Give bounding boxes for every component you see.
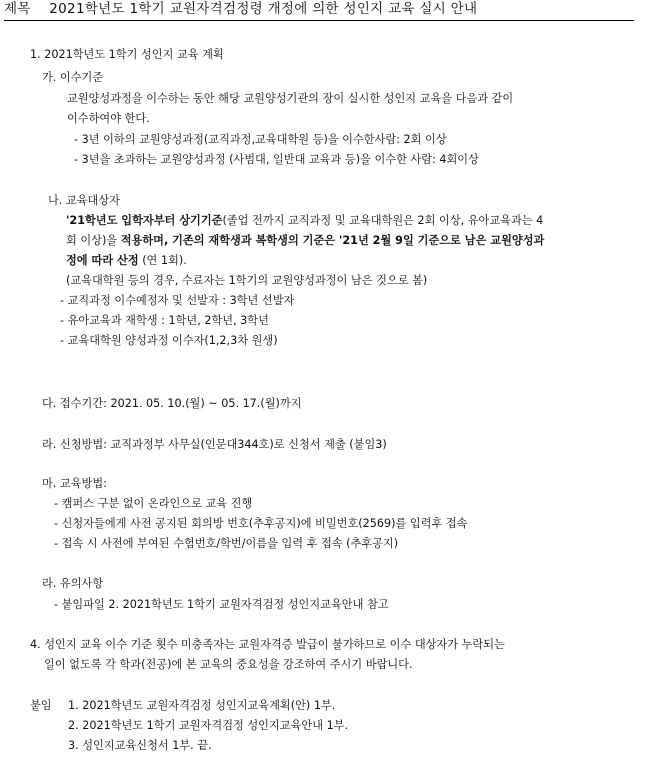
- criteria-paragraph-line1: 교원양성과정을 이수하는 동안 해당 교원양성기관의 장이 실시한 성인지 교육을 다음과 같이: [67, 92, 514, 105]
- title-label: 제목: [4, 1, 31, 17]
- title-text: 2021학년도 1학기 교원자격검정령 개정에 의한 성인지 교육 실시 안내: [49, 1, 478, 17]
- target-line4: (교육대학원 등의 경우, 수료자는 1학기의 교원양성과정이 남은 것으로 봄): [66, 274, 428, 287]
- target-item: - 교직과정 이수예정자 및 선발자 : 3학년 선발자: [60, 294, 295, 307]
- education-method-item: - 신청자들에게 사전 공지된 회의방 번호(추후공지)에 비밀번호(2569)를 입력후 접속: [54, 517, 468, 530]
- target-line1-rest: (졸업 전까지 교직과정 및 교육대학원은 2회 이상, 유아교육과는 4: [222, 214, 544, 227]
- target-item: - 유아교육과 재학생 : 1학년, 2학년, 3학년: [60, 314, 269, 327]
- criteria-paragraph-line2: 이수하여야 한다.: [67, 112, 150, 125]
- target-line3-rest: (연 1회).: [138, 254, 187, 267]
- attachment-item: 2. 2021학년도 1학기 교원자격검정 성인지교육안내 1부.: [68, 719, 349, 732]
- target-line2-bold: 적용하며, 기존의 재학생과 복학생의 기준은 '21년 2월 9일 기준으로 남은 교원양성과: [120, 234, 545, 247]
- attachment-item: 1. 2021학년도 교원자격검정 성인지교육계획(안) 1부.: [68, 699, 336, 712]
- target-line3: [66, 253, 187, 269]
- section4-line1: 4. 성인지 교육 이수 기준 횟수 미충족자는 교원자격증 발급이 불가하므로 이수 대상자가 누락되는: [30, 638, 505, 651]
- criteria-heading: 가. 이수기준: [42, 71, 104, 84]
- application-method: 라. 신청방법: 교직과정부 사무실(인문대344호)로 신청서 제출 (붙임3): [42, 438, 387, 451]
- target-line1: [66, 213, 543, 229]
- notes-heading: 라. 유의사항: [42, 577, 104, 590]
- criteria-item: - 3년을 초과하는 교원양성과정 (사범대, 일반대 교육과 등)을 이수한 사람: 4회이상: [74, 153, 479, 166]
- document-title: [4, 0, 634, 21]
- target-line3-bold: 정에 따라 산정: [66, 254, 139, 267]
- application-period: 다. 접수기간: 2021. 05. 10.(월) ~ 05. 17.(월)까지: [42, 397, 302, 410]
- notes-item: - 붙임파일 2. 2021학년도 1학기 교원자격검정 성인지교육안내 참고: [54, 598, 389, 611]
- section4-line2: 일이 없도록 각 학과(전공)에 본 교육의 중요성을 강조하여 주시기 바랍니다.: [44, 658, 413, 671]
- target-line2: [66, 233, 544, 249]
- education-method-item: - 캠퍼스 구분 없이 온라인으로 교육 진행: [54, 497, 253, 510]
- attachment-item: 3. 성인지교육신청서 1부. 끝.: [68, 739, 212, 752]
- education-method-heading: 마. 교육방법:: [42, 477, 107, 490]
- target-heading: 나. 교육대상자: [48, 194, 120, 207]
- target-line2-a: 회 이상)을: [66, 234, 121, 247]
- target-line1-bold: '21학년도 입학자부터 상기기준: [66, 214, 223, 227]
- target-item: - 교육대학원 양성과정 이수자(1,2,3차 원생): [60, 334, 278, 347]
- section1-heading: 1. 2021학년도 1학기 성인지 교육 계획: [30, 48, 224, 61]
- criteria-item: - 3년 이하의 교원양성과정(교직과정,교육대학원 등)을 이수한사람: 2회 이상: [74, 133, 447, 146]
- education-method-item: - 접속 시 사전에 부여된 수험번호/학번/이름을 입력 후 접속 (추후공지): [54, 537, 399, 550]
- attachments-label: 붙임: [30, 699, 52, 712]
